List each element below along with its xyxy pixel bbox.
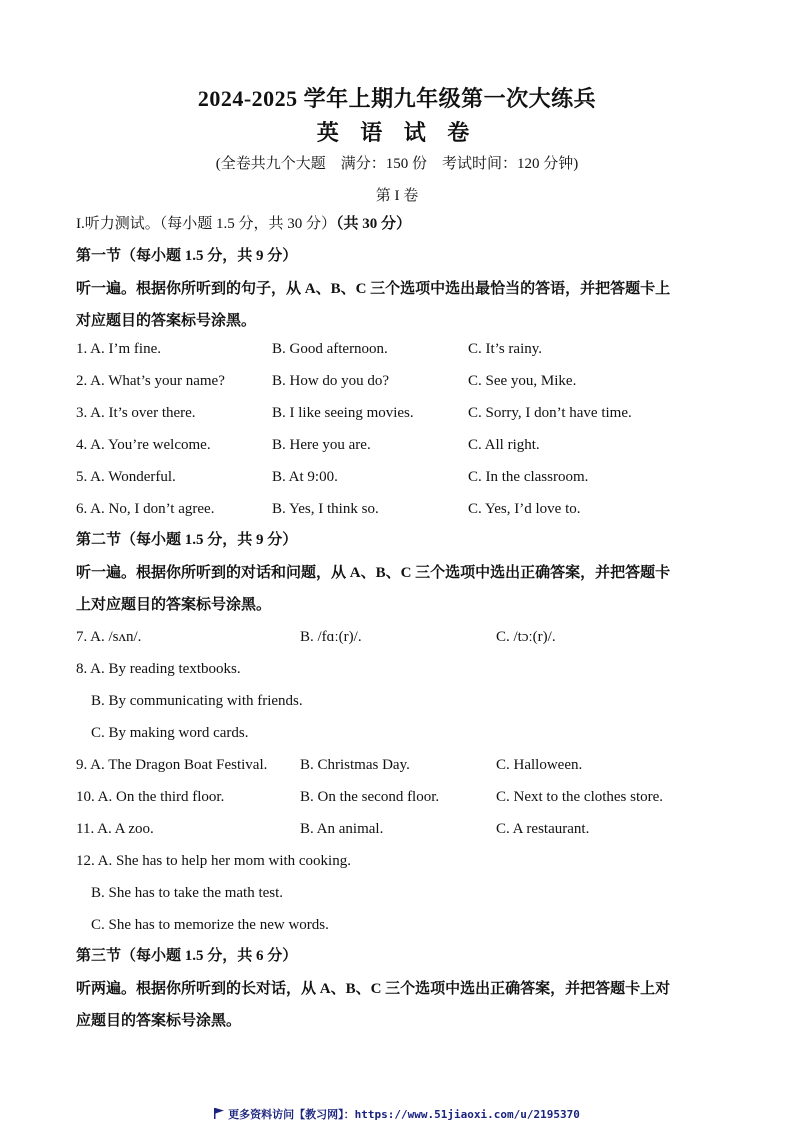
- exam-info: (全卷共九个大题 满分：150 份 考试时间：120 分钟): [215, 156, 579, 172]
- q10-option-a: 10. A. On the third floor.: [76, 789, 225, 805]
- q2-option-a: 2. A. What’s your name?: [76, 373, 225, 389]
- q8-option-c: C. By making word cards.: [91, 725, 249, 741]
- q4-option-b: B. Here you are.: [272, 437, 371, 453]
- q8-option-a: 8. A. By reading textbooks.: [76, 661, 241, 677]
- q9-option-b: B. Christmas Day.: [300, 757, 410, 773]
- q1-option-a: 1. A. I’m fine.: [76, 341, 161, 357]
- q6-option-c: C. Yes, I’d love to.: [468, 501, 581, 517]
- section2-instruction-line1: 听一遍。根据你所听到的对话和问题，从 A、B、C 三个选项中选出正确答案，并把答题卡: [76, 565, 671, 581]
- section2-instruction-line2: 上对应题目的答案标号涂黑。: [76, 597, 272, 613]
- q12-option-a: 12. A. She has to help her mom with cooking.: [76, 853, 351, 869]
- part1-heading-main: I.听力测试。（每小题 1.5 分，共 30 分）: [76, 216, 336, 232]
- q11-option-c: C. A restaurant.: [496, 821, 590, 837]
- q9-option-a: 9. A. The Dragon Boat Festival.: [76, 757, 268, 773]
- q11-option-a: 11. A. A zoo.: [76, 821, 154, 837]
- section1-instruction-line2: 对应题目的答案标号涂黑。: [76, 313, 257, 329]
- q7-option-b: B. /fɑː(r)/.: [300, 629, 362, 645]
- footer-link[interactable]: [0, 1106, 794, 1122]
- q10-option-b: B. On the second floor.: [300, 789, 440, 805]
- q5-option-c: C. In the classroom.: [468, 469, 589, 485]
- q5-option-b: B. At 9:00.: [272, 469, 338, 485]
- q8-option-b: B. By communicating with friends.: [91, 693, 303, 709]
- q3-option-c: C. Sorry, I don’t have time.: [468, 405, 632, 421]
- q11-option-b: B. An animal.: [300, 821, 384, 837]
- section3-heading: 第三节（每小题 1.5 分，共 6 分）: [76, 948, 298, 964]
- part1-heading: [76, 214, 411, 234]
- section1-heading: 第一节（每小题 1.5 分，共 9 分）: [76, 248, 298, 264]
- q3-option-b: B. I like seeing movies.: [272, 405, 414, 421]
- footer-text: 更多资料访问【教习网】：https://www.51jiaoxi.com/u/2195370: [228, 1108, 580, 1121]
- subject-title: 英 语 试 卷: [316, 120, 478, 145]
- section3-instruction-line2: 应题目的答案标号涂黑。: [76, 1013, 242, 1029]
- q10-option-c: C. Next to the clothes store.: [496, 789, 664, 805]
- section3-instruction-line1: 听两遍。根据你所听到的长对话，从 A、B、C 三个选项中选出正确答案，并把答题卡上对: [76, 981, 671, 997]
- q12-option-c: C. She has to memorize the new words.: [91, 917, 329, 933]
- volume-label: 第 I 卷: [375, 188, 419, 204]
- q4-option-c: C. All right.: [468, 437, 540, 453]
- q12-option-b: B. She has to take the math test.: [91, 885, 284, 901]
- q7-option-a: 7. A. /sʌn/.: [76, 629, 142, 645]
- exam-title: 2024-2025 学年上期九年级第一次大练兵: [197, 86, 597, 111]
- q7-option-c: C. /tɔː(r)/.: [496, 629, 556, 645]
- q5-option-a: 5. A. Wonderful.: [76, 469, 176, 485]
- q6-option-b: B. Yes, I think so.: [272, 501, 379, 517]
- flag-icon: [214, 1108, 224, 1122]
- section2-heading: 第二节（每小题 1.5 分，共 9 分）: [76, 532, 298, 548]
- q9-option-c: C. Halloween.: [496, 757, 583, 773]
- q2-option-b: B. How do you do?: [272, 373, 390, 389]
- q4-option-a: 4. A. You’re welcome.: [76, 437, 211, 453]
- q1-option-b: B. Good afternoon.: [272, 341, 388, 357]
- q3-option-a: 3. A. It’s over there.: [76, 405, 196, 421]
- section1-instruction-line1: 听一遍。根据你所听到的句子，从 A、B、C 三个选项中选出最恰当的答语，并把答题卡上: [76, 281, 671, 297]
- q2-option-c: C. See you, Mike.: [468, 373, 577, 389]
- q6-option-a: 6. A. No, I don’t agree.: [76, 501, 215, 517]
- q1-option-c: C. It’s rainy.: [468, 341, 543, 357]
- part1-heading-total: （共 30 分）: [336, 216, 412, 232]
